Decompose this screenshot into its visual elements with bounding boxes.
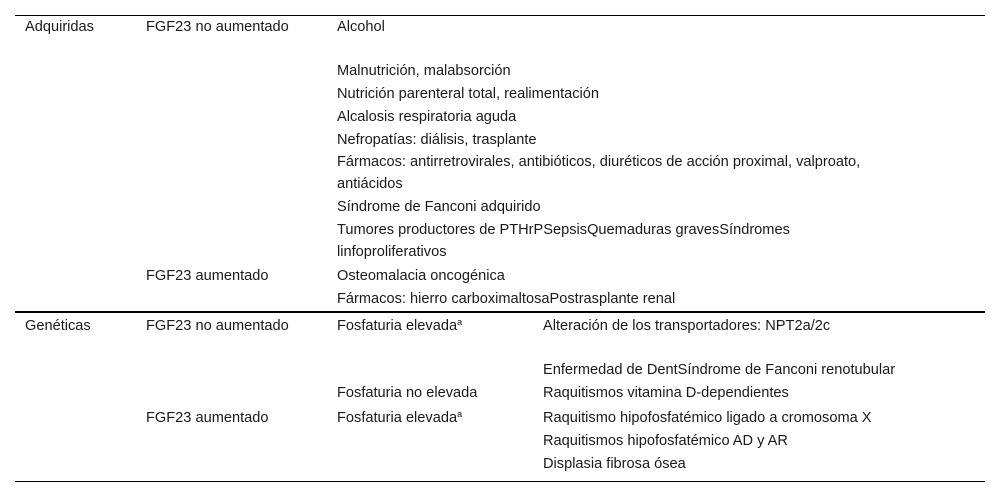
cause-item: Nutrición parenteral total, realimentación bbox=[337, 86, 600, 102]
cause-item: Alcohol bbox=[337, 19, 385, 35]
phosphaturia-elevated bbox=[337, 407, 462, 429]
subcategory-aumentado: FGF23 aumentado bbox=[146, 268, 269, 284]
subcategory-no-aumentado: FGF23 no aumentado bbox=[146, 318, 289, 334]
category-adquiridas: Adquiridas bbox=[25, 19, 94, 35]
subcategory-no-aumentado: FGF23 no aumentado bbox=[146, 19, 289, 35]
cause-item: Enfermedad de DentSíndrome de Fanconi renotubular bbox=[543, 362, 896, 378]
cause-item: Síndrome de Fanconi adquirido bbox=[337, 199, 541, 215]
phosphaturia-not-elevated: Fosfaturia no elevada bbox=[337, 385, 478, 401]
cause-item: Displasia fibrosa ósea bbox=[543, 456, 686, 472]
cause-item: Alteración de los transportadores: NPT2a/2c bbox=[543, 318, 831, 334]
footnote-marker: a bbox=[457, 409, 463, 419]
cause-item: Malnutrición, malabsorción bbox=[337, 63, 511, 79]
bottom-rule bbox=[15, 481, 985, 482]
cause-item: Fármacos: hierro carboximaltosaPostrasplante renal bbox=[337, 291, 676, 307]
section-divider bbox=[15, 311, 985, 313]
cause-item: Raquitismos hipofosfatémico AD y AR bbox=[543, 433, 788, 449]
phosphaturia-elevated bbox=[337, 315, 462, 337]
cause-item: Nefropatías: diálisis, trasplante bbox=[337, 132, 537, 148]
category-geneticas: Genéticas bbox=[25, 318, 91, 334]
phosphaturia-label: Fosfaturia elevada bbox=[337, 410, 458, 426]
cause-item: Raquitismos vitamina D-dependientes bbox=[543, 385, 789, 401]
subcategory-aumentado: FGF23 aumentado bbox=[146, 410, 269, 426]
footnote-marker: a bbox=[457, 317, 463, 327]
cause-item: Tumores productores de PTHrPSepsisQuemaduras gravesSíndromes linfoproliferativos bbox=[337, 222, 790, 260]
cause-item: Alcalosis respiratoria aguda bbox=[337, 109, 517, 125]
cause-item: Osteomalacia oncogénica bbox=[337, 268, 505, 284]
phosphaturia-label: Fosfaturia elevada bbox=[337, 318, 458, 334]
cause-item: Fármacos: antirretrovirales, antibióticos, diuréticos de acción proximal, valproato, antiácidos bbox=[337, 154, 861, 192]
cause-item: Raquitismo hipofosfatémico ligado a cromosoma X bbox=[543, 410, 872, 426]
